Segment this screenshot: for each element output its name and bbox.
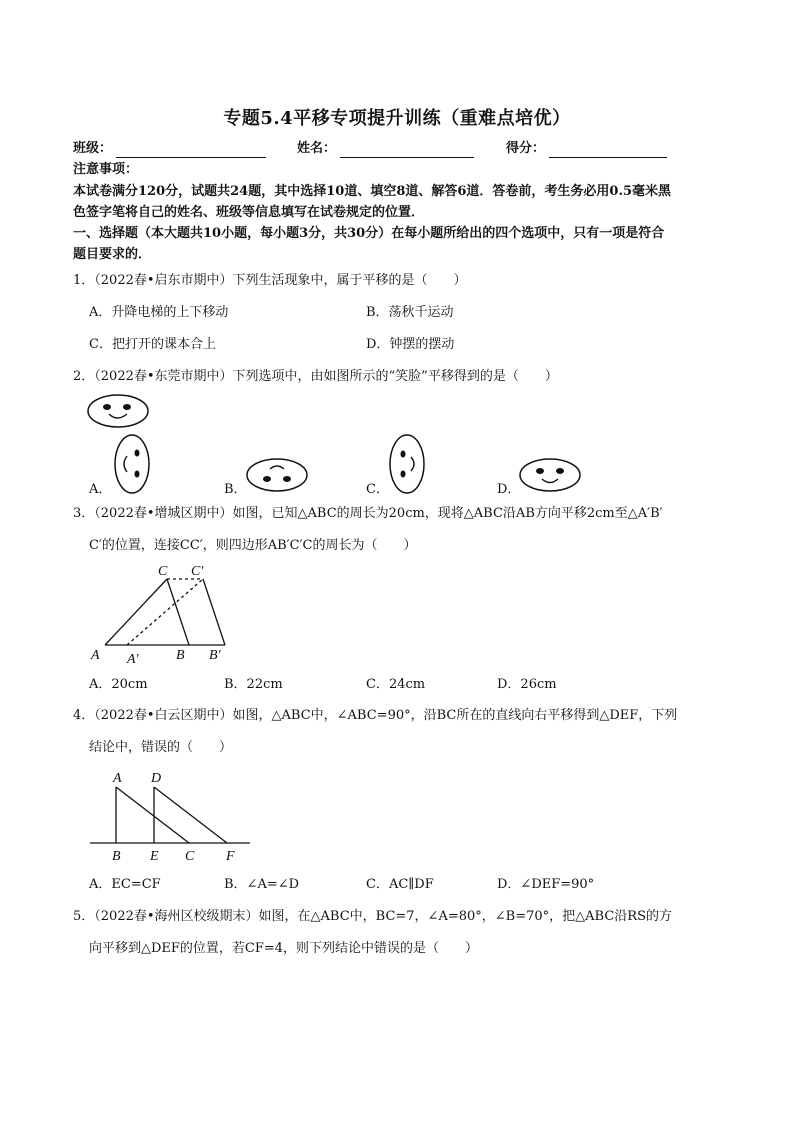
smiley-option-a-icon xyxy=(110,432,154,496)
section-1-line-2: 题目要求的． xyxy=(73,247,152,262)
class-field xyxy=(73,140,266,158)
question-3-stem-line-1: 3．（2022春•增城区期中）如图，已知△ABC的周长为20cm，现将△ABC沿AB方向平移2cm至△A′B′ xyxy=(73,506,663,521)
page-title: 专题5.4平移专项提升训练（重难点培优） xyxy=(223,108,571,129)
label-c-prime: C′ xyxy=(191,564,204,579)
question-2-option-b[interactable]: B． xyxy=(224,482,247,497)
name-label: 姓名： xyxy=(297,141,337,156)
notes-heading: 注意事项： xyxy=(73,162,139,177)
right-triangle-translation-figure xyxy=(85,765,255,865)
label-d: D xyxy=(151,771,162,786)
question-4-option-d[interactable]: D．∠DEF=90° xyxy=(497,877,595,892)
question-4-stem-line-2: 结论中，错误的（ ） xyxy=(89,740,233,755)
question-1-option-b[interactable]: B．荡秋千运动 xyxy=(366,305,454,320)
score-label: 得分： xyxy=(506,141,546,156)
question-4-option-a[interactable]: A．EC=CF xyxy=(89,877,161,892)
name-blank[interactable] xyxy=(340,143,474,158)
label-b: B xyxy=(176,648,185,663)
question-3-stem-line-2: C′的位置，连接CC′，则四边形AB′C′C的周长为（ ） xyxy=(89,538,417,553)
name-field xyxy=(297,140,474,158)
label-a: A xyxy=(91,648,100,663)
label-e: E xyxy=(150,849,159,864)
smiley-option-b-icon xyxy=(244,455,310,495)
label-a-prime: A′ xyxy=(127,652,139,667)
question-1-option-a[interactable]: A．升降电梯的上下移动 xyxy=(89,305,229,320)
class-blank[interactable] xyxy=(116,143,266,158)
label-c: C xyxy=(185,849,195,864)
question-2-stem: 2．（2022春•东莞市期中）下列选项中，由如图所示的“笑脸”平移得到的是（ ） xyxy=(73,369,558,384)
question-3-option-d[interactable]: D．26cm xyxy=(497,677,557,692)
smiley-option-d-icon xyxy=(517,455,583,495)
notes-line-1: 本试卷满分120分，试题共24题，其中选择10道、填空8道、解答6道．答卷前，考生务必用0.5毫米黑 xyxy=(73,184,672,199)
question-2-option-d[interactable]: D． xyxy=(497,482,521,497)
label-a: A xyxy=(113,771,122,786)
question-5-stem-line-1: 5．（2022春•海州区校级期末）如图，在△ABC中，BC=7，∠A=80°，∠B=70°，把△ABC沿RS的方 xyxy=(73,909,672,924)
notes-line-2: 色签字笔将自己的姓名、班级等信息填写在试卷规定的位置． xyxy=(73,205,425,220)
translation-triangle-figure xyxy=(85,560,245,668)
question-4-option-b[interactable]: B．∠A=∠D xyxy=(224,877,300,892)
question-3-option-a[interactable]: A．20cm xyxy=(89,677,148,692)
question-3-option-c[interactable]: C．24cm xyxy=(366,677,426,692)
label-b-prime: B′ xyxy=(209,648,221,663)
question-3-option-b[interactable]: B．22cm xyxy=(224,677,283,692)
question-1-option-c[interactable]: C．把打开的课本合上 xyxy=(89,337,216,352)
question-4-stem-line-1: 4．（2022春•白云区期中）如图，△ABC中，∠ABC=90°，沿BC所在的直线向右平移得到△DEF，下列 xyxy=(73,708,678,723)
class-label: 班级： xyxy=(73,141,113,156)
question-4-option-c[interactable]: C．AC∥DF xyxy=(366,877,434,892)
label-c: C xyxy=(158,564,168,579)
smiley-reference-figure xyxy=(85,392,151,430)
smiley-option-c-icon xyxy=(385,432,429,496)
question-2-option-c[interactable]: C． xyxy=(366,482,389,497)
score-field xyxy=(506,140,667,158)
question-1-option-d[interactable]: D．钟摆的摆动 xyxy=(366,337,455,352)
question-5-stem-line-2: 向平移到△DEF的位置，若CF=4，则下列结论中错误的是（ ） xyxy=(89,941,479,956)
label-b: B xyxy=(112,849,121,864)
question-1-stem: 1．（2022春•启东市期中）下列生活现象中，属于平移的是（ ） xyxy=(73,273,467,288)
score-blank[interactable] xyxy=(549,143,667,158)
label-f: F xyxy=(226,849,235,864)
question-2-option-a[interactable]: A． xyxy=(89,482,112,497)
section-1-line-1: 一、选择题（本大题共10小题，每小题3分，共30分）在每小题所给出的四个选项中，只有一项是符合 xyxy=(73,226,665,241)
